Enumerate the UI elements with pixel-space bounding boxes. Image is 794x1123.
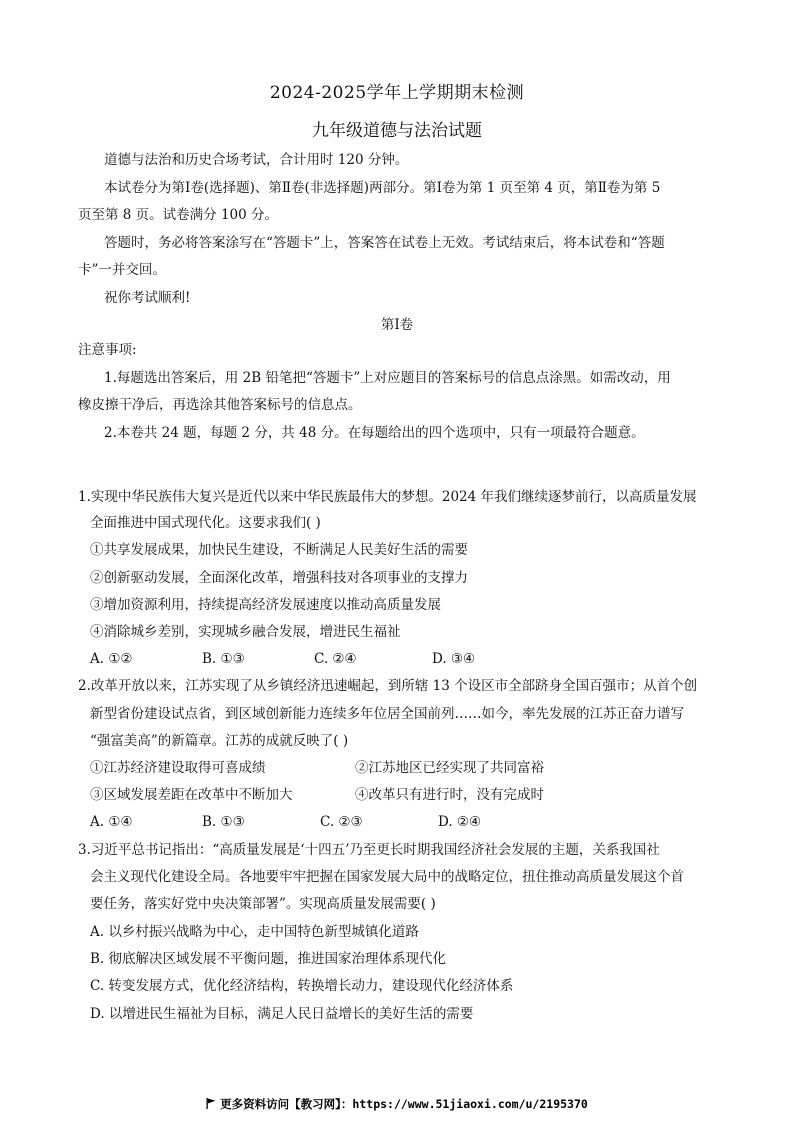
question-1-item-3: ③增加资源利用，持续提高经济发展速度以推动高质量发展 bbox=[90, 597, 441, 613]
intro-paragraph-3-line-1: 答题时，务必将答案涂写在“答题卡”上，答案答在试卷上无效。考试结束后，将本试卷和“答题 bbox=[104, 235, 665, 251]
notes-heading: 注意事项: bbox=[78, 342, 137, 358]
question-1-options bbox=[90, 649, 475, 669]
intro-paragraph-4: 祝你考试顺利! bbox=[104, 290, 191, 306]
option-c: C. ②③ bbox=[320, 814, 363, 830]
question-3-option-d: D. 以增进民生福祉为目标，满足人民日益增长的美好生活的需要 bbox=[90, 1006, 474, 1022]
option-a: A. ①② bbox=[90, 651, 133, 667]
footer-text[interactable]: 更多资料访问【教习网】：https://www.51jiaoxi.com/u/2195370 bbox=[220, 1097, 588, 1111]
intro-paragraph-1: 道德与法治和历史合场考试，合计用时 120 分钟。 bbox=[104, 152, 409, 168]
section-label: 第Ⅰ卷 bbox=[380, 317, 414, 333]
question-3-stem-line-2: 会主义现代化建设全局。各地要牢牢把握在国家发展大局中的战略定位，扭住推动高质量发展这个首 bbox=[90, 869, 684, 885]
note-1-line-1: 1.每题选出答案后，用 2B 铅笔把“答题卡”上对应题目的答案标号的信息点涂黑。如需改动，用 bbox=[104, 370, 671, 386]
intro-paragraph-2-line-1: 本试卷分为第Ⅰ卷(选择题)、第Ⅱ卷(非选择题)两部分。第Ⅰ卷为第 1 页至第 4 页，第Ⅱ卷为第 5 bbox=[104, 180, 661, 196]
option-c: C. ②④ bbox=[314, 651, 357, 667]
question-3-option-c: C. 转变发展方式，优化经济结构，转换增长动力，建设现代化经济体系 bbox=[90, 978, 514, 994]
question-1-item-2: ②创新驱动发展，全面深化改革，增强科技对各项事业的支撑力 bbox=[90, 570, 468, 586]
option-b: B. ①③ bbox=[202, 651, 245, 667]
question-3-option-b: B. 彻底解决区域发展不平衡问题，推进国家治理体系现代化 bbox=[90, 951, 447, 967]
question-1-item-1: ①共享发展成果，加快民生建设，不断满足人民美好生活的需要 bbox=[90, 542, 468, 558]
question-2-item-3: ③区域发展差距在改革中不断加大 bbox=[90, 787, 293, 803]
question-2-stem-line-3: “强富美高”的新篇章。江苏的成就反映了( ) bbox=[90, 733, 349, 749]
option-d: D. ②④ bbox=[438, 814, 482, 830]
question-2-stem-line-1: 2.改革开放以来，江苏实现了从乡镇经济迅速崛起，到所辖 13 个设区市全部跻身全国百强市；从首个创 bbox=[78, 678, 698, 694]
option-a: A. ①④ bbox=[90, 814, 133, 830]
footer-link[interactable] bbox=[0, 1096, 794, 1112]
exam-title: 2024-2025学年上学期期末检测 bbox=[269, 83, 525, 103]
intro-paragraph-2-line-2: 页至第 8 页。试卷满分 100 分。 bbox=[78, 207, 279, 223]
intro-paragraph-3-line-2: 卡”一并交回。 bbox=[78, 262, 166, 278]
exam-subtitle: 九年级道德与法治试题 bbox=[312, 121, 482, 141]
question-1-item-4: ④消除城乡差别，实现城乡融合发展，增进民生福祉 bbox=[90, 624, 401, 640]
question-3-stem-line-1: 3.习近平总书记指出：“高质量发展是‘十四五’乃至更长时期我国经济社会发展的主题，关系我国社 bbox=[78, 842, 660, 858]
option-b: B. ①③ bbox=[202, 814, 245, 830]
question-2-item-1: ①江苏经济建设取得可喜成绩 bbox=[90, 760, 266, 776]
question-3-stem-line-3: 要任务，落实好党中央决策部署”。实现高质量发展需要( ) bbox=[90, 896, 436, 912]
note-1-line-2: 橡皮擦干净后，再选涂其他答案标号的信息点。 bbox=[78, 397, 362, 413]
question-2-item-4: ④改革只有进行时，没有完成时 bbox=[355, 787, 544, 803]
question-1-stem-line-1: 1.实现中华民族伟大复兴是近代以来中华民族最伟大的梦想。2024 年我们继续逐梦前行，以高质量发展 bbox=[78, 489, 697, 505]
flag-icon bbox=[206, 1097, 216, 1111]
note-2: 2.本卷共 24 题，每题 2 分，共 48 分。在每题给出的四个选项中，只有一项最符合题意。 bbox=[104, 425, 645, 441]
question-2-stem-line-2: 新型省份建设试点省，到区域创新能力连续多年位居全国前列……如今，率先发展的江苏正奋力谱写 bbox=[90, 706, 684, 722]
question-2-options bbox=[90, 812, 481, 832]
option-d: D. ③④ bbox=[432, 651, 476, 667]
question-3-option-a: A. 以乡村振兴战略为中心，走中国特色新型城镇化道路 bbox=[90, 924, 419, 940]
question-2-item-2: ②江苏地区已经实现了共同富裕 bbox=[355, 760, 544, 776]
question-1-stem-line-2: 全面推进中国式现代化。这要求我们( ) bbox=[90, 515, 321, 531]
